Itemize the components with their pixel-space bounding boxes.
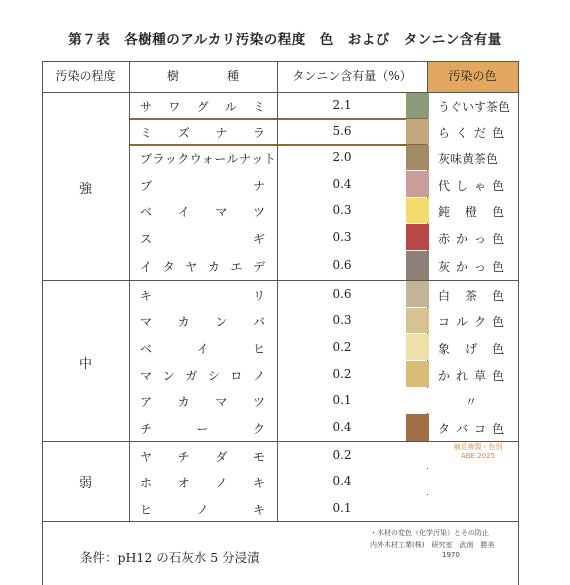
color-name: 〃 xyxy=(464,395,477,409)
color-swatch xyxy=(406,119,429,144)
color-swatch xyxy=(406,334,429,360)
color-name: 象 げ 色 xyxy=(438,341,504,356)
tannin-value: 0.4 xyxy=(332,176,352,191)
color-swatch xyxy=(406,442,429,468)
color-name: 鈍 橙 色 xyxy=(438,205,504,219)
color-name: 代 し ゃ 色 xyxy=(438,178,504,193)
color-swatch xyxy=(406,198,429,223)
tannin-value: 0.6 xyxy=(332,286,352,301)
row-divider-mizunara-bottom xyxy=(129,144,427,146)
tannin-value: 0.4 xyxy=(332,474,352,488)
tannin-value: 5.6 xyxy=(332,124,352,138)
tannin-value: 2.0 xyxy=(332,150,352,164)
copy-signature xyxy=(440,443,516,461)
color-name: コ ル ク 色 xyxy=(438,315,504,329)
row-divider-mizunara-top xyxy=(129,118,427,120)
signature-line-2: ABE.2025 xyxy=(460,452,496,460)
color-swatch xyxy=(406,224,429,250)
header-species: 樹 種 xyxy=(166,69,239,83)
tannin-value: 0.2 xyxy=(332,339,352,354)
species-name: キ リ xyxy=(140,288,265,303)
tannin-value: 0.3 xyxy=(332,203,352,217)
tannin-value: 0.1 xyxy=(332,500,352,515)
species-name: ブラックウォールナット xyxy=(140,152,277,166)
header-degree: 汚染の程度 xyxy=(55,69,116,83)
species-name: マ カ ン バ xyxy=(140,315,265,329)
source-title: ・木材の変色（化学汚染）とその防止 xyxy=(370,529,489,537)
tannin-value: 2.1 xyxy=(332,98,352,112)
color-name: ら く だ 色 xyxy=(438,126,504,140)
category-medium: 中 xyxy=(78,357,92,372)
tannin-value: 0.3 xyxy=(332,229,352,244)
color-name: 赤 か っ 色 xyxy=(438,231,504,246)
tannin-value: 0.3 xyxy=(332,313,352,327)
species-name: ブ ナ xyxy=(140,178,265,193)
header-tannin: タンニン含有量（%） xyxy=(292,69,412,83)
species-name: ヤ チ ダ モ xyxy=(140,449,265,464)
source-author: 内外木材工業(株) 研究室 武南 勝美 xyxy=(370,541,495,549)
species-name: サ ワ グ ル ミ xyxy=(140,100,265,114)
header-bottom-border xyxy=(42,92,518,93)
species-name: イ タ ヤ カ エ デ xyxy=(140,260,265,274)
color-name: か れ 草 色 xyxy=(438,368,504,383)
species-name: チ ー ク xyxy=(140,422,265,436)
color-swatch xyxy=(406,93,429,118)
category-strong: 強 xyxy=(78,182,92,197)
table-right-border xyxy=(518,61,519,585)
color-swatch xyxy=(406,469,429,494)
color-swatch xyxy=(406,281,429,307)
species-name: ス ギ xyxy=(140,231,265,246)
source-year: 1970 xyxy=(442,551,460,559)
species-name: マ ン ガ シ ロ ノ xyxy=(140,368,265,383)
group-divider-medium-weak xyxy=(42,441,518,442)
species-name: ベ イ マ ツ xyxy=(140,205,265,219)
color-name: うぐいす茶色 xyxy=(438,100,511,114)
col-divider-species xyxy=(277,61,278,521)
tannin-value: 0.6 xyxy=(332,258,352,272)
species-name: ホ オ ノ キ xyxy=(140,476,265,490)
color-swatch xyxy=(406,145,429,170)
species-name: ア カ マ ツ xyxy=(140,395,265,409)
color-name: 灰味黄茶色 xyxy=(438,152,499,166)
species-name: ベ イ ヒ xyxy=(140,341,265,356)
group-divider-strong-medium xyxy=(42,280,518,281)
table-top-border xyxy=(42,61,518,62)
tannin-value: 0.2 xyxy=(332,366,352,381)
color-swatch xyxy=(406,361,429,387)
category-weak: 弱 xyxy=(78,476,92,491)
col-divider-degree xyxy=(129,61,130,521)
tannin-value: 0.4 xyxy=(332,420,352,434)
signature-line-1: 補足複製・色別 xyxy=(453,443,503,451)
color-name: 白 茶 色 xyxy=(438,288,504,303)
header-color: 汚染の色 xyxy=(427,61,518,92)
test-condition: 条件：pH12 の石灰水 5 分浸漬 xyxy=(80,550,260,565)
tannin-value: 0.1 xyxy=(332,393,352,407)
species-name: ヒ ノ キ xyxy=(140,502,265,517)
color-name: タ バ コ 色 xyxy=(438,422,504,436)
table-left-border xyxy=(42,61,43,585)
species-name: ミ ズ ナ ラ xyxy=(140,126,265,140)
table-body-bottom-border xyxy=(42,521,518,522)
color-swatch xyxy=(406,171,429,197)
color-swatch xyxy=(406,308,429,333)
color-swatch xyxy=(406,251,429,280)
color-swatch xyxy=(406,388,429,413)
color-swatch xyxy=(406,414,429,441)
tannin-value: 0.2 xyxy=(332,447,352,462)
color-name: 灰 か っ 色 xyxy=(438,260,504,274)
table-title: 第７表 各樹種のアルカリ汚染の程度 色 および タンニン含有量 xyxy=(68,32,502,48)
color-swatch xyxy=(406,495,429,521)
